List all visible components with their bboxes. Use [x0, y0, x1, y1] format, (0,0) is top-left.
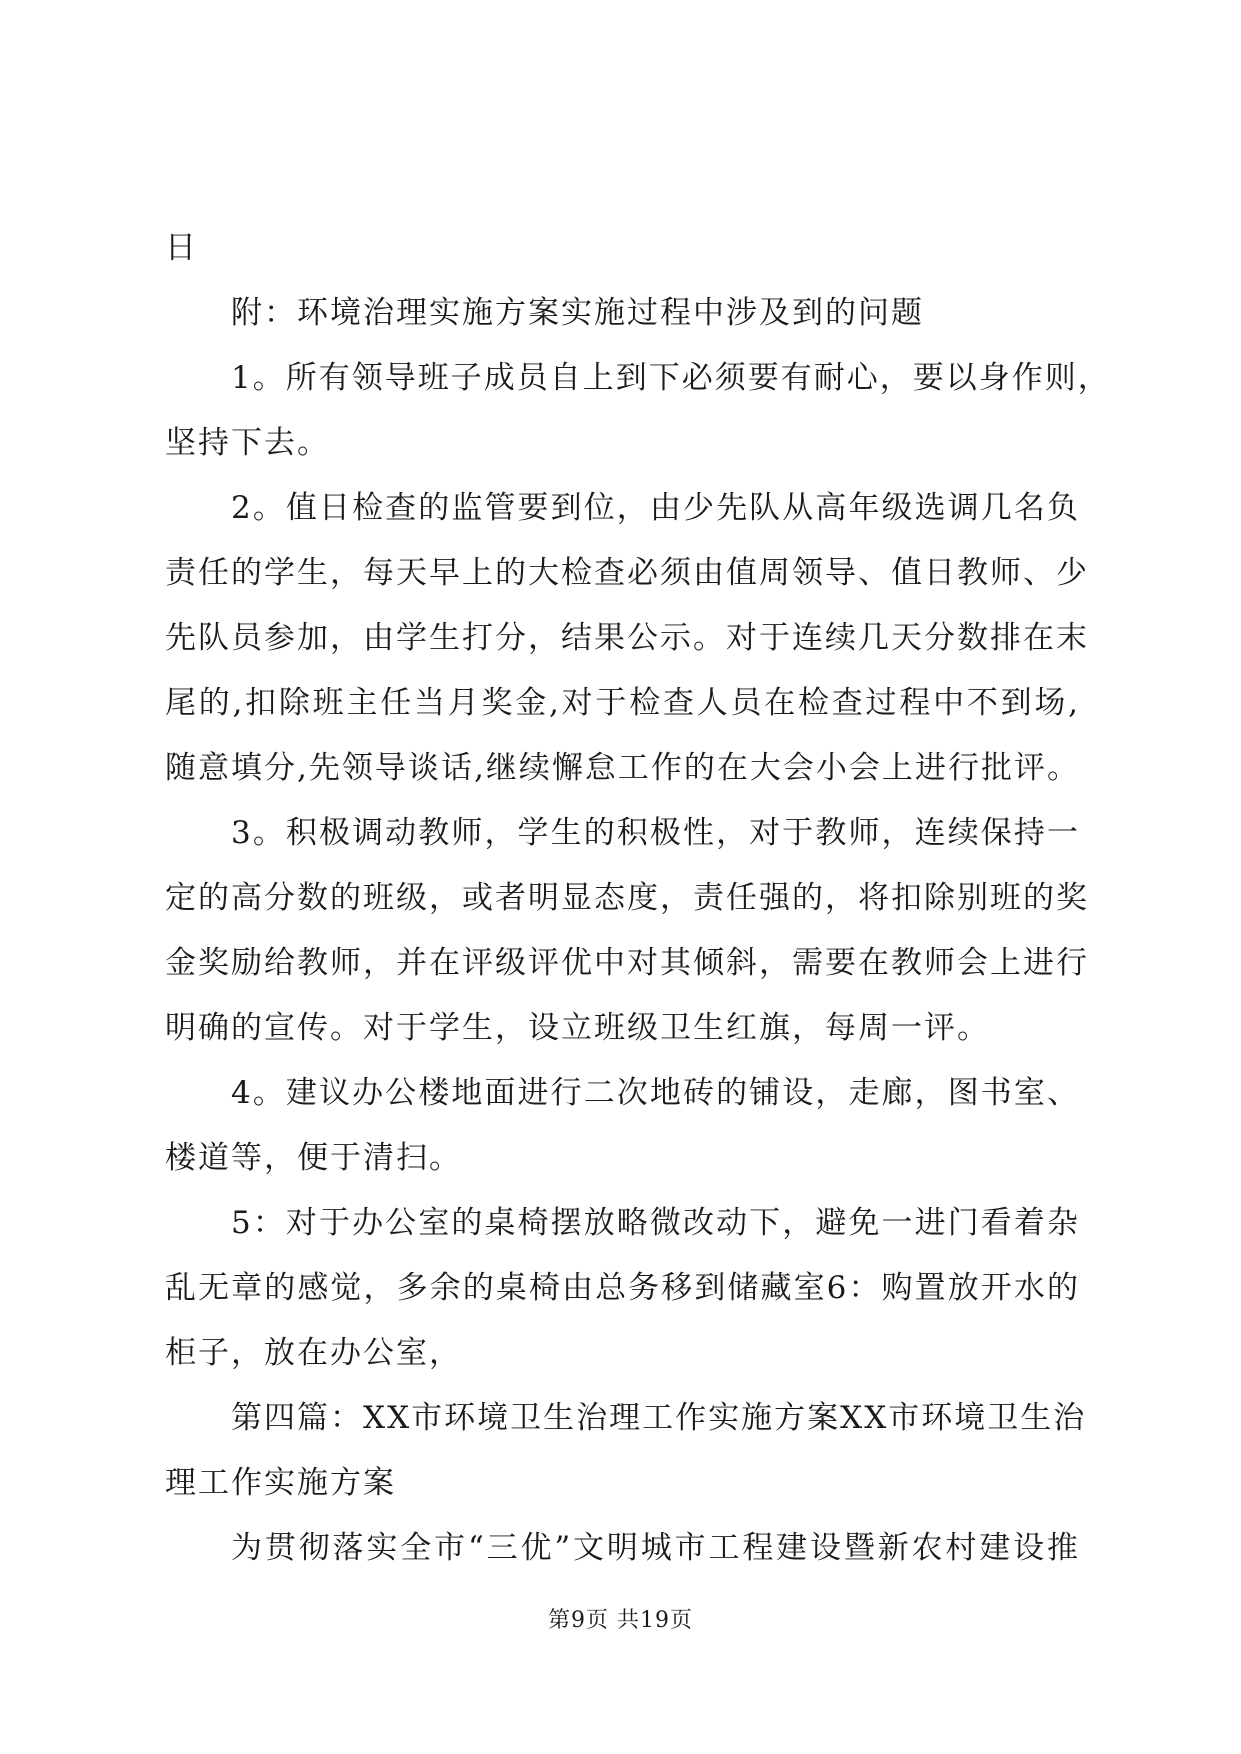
text-line: 1。所有领导班子成员自上到下必须要有耐心，要以身作则，: [231, 360, 1111, 396]
text-line: 定的高分数的班级，或者明显态度，责任强的，将扣除别班的奖: [165, 880, 1089, 916]
text-line: 日: [165, 230, 198, 266]
text-line: 尾的,扣除班主任当月奖金,对于检查人员在检查过程中不到场,: [165, 685, 1080, 721]
document-body: [165, 228, 1111, 1593]
text-line: 明确的宣传。对于学生，设立班级卫生红旗，每周一评。: [165, 1010, 990, 1046]
section-heading: 第四篇：XX市环境卫生治理工作实施方案XX市环境卫生治: [231, 1400, 1087, 1436]
text-line: 责任的学生，每天早上的大检查必须由值周领导、值日教师、少: [165, 555, 1089, 591]
text-line: 乱无章的感觉，多余的桌椅由总务移到储藏室6：购置放开水的: [165, 1270, 1080, 1306]
page-number: 第9页 共19页: [548, 1608, 693, 1633]
text-line: 附：环境治理实施方案实施过程中涉及到的问题: [231, 295, 924, 331]
text-line: 随意填分,先领导谈话,继续懈怠工作的在大会小会上进行批评。: [165, 750, 1080, 786]
text-line: 为贯彻落实全市“三优”文明城市工程建设暨新农村建设推: [231, 1530, 1080, 1566]
section-heading: 理工作实施方案: [165, 1465, 396, 1501]
text-line: 2。值日检查的监管要到位，由少先队从高年级选调几名负: [231, 490, 1080, 526]
text-line: 3。积极调动教师，学生的积极性，对于教师，连续保持一: [231, 815, 1080, 851]
text-line: 4。建议办公楼地面进行二次地砖的铺设，走廊，图书室、: [231, 1075, 1080, 1111]
text-line: 金奖励给教师，并在评级评优中对其倾斜，需要在教师会上进行: [165, 945, 1089, 981]
text-line: 楼道等，便于清扫。: [165, 1140, 462, 1176]
text-line: 5：对于办公室的桌椅摆放略微改动下，避免一进门看着杂: [231, 1205, 1080, 1241]
text-line: 柜子，放在办公室，: [165, 1335, 462, 1371]
text-line: 坚持下去。: [165, 425, 330, 461]
text-line: 先队员参加，由学生打分，结果公示。对于连续几天分数排在末: [165, 620, 1089, 656]
